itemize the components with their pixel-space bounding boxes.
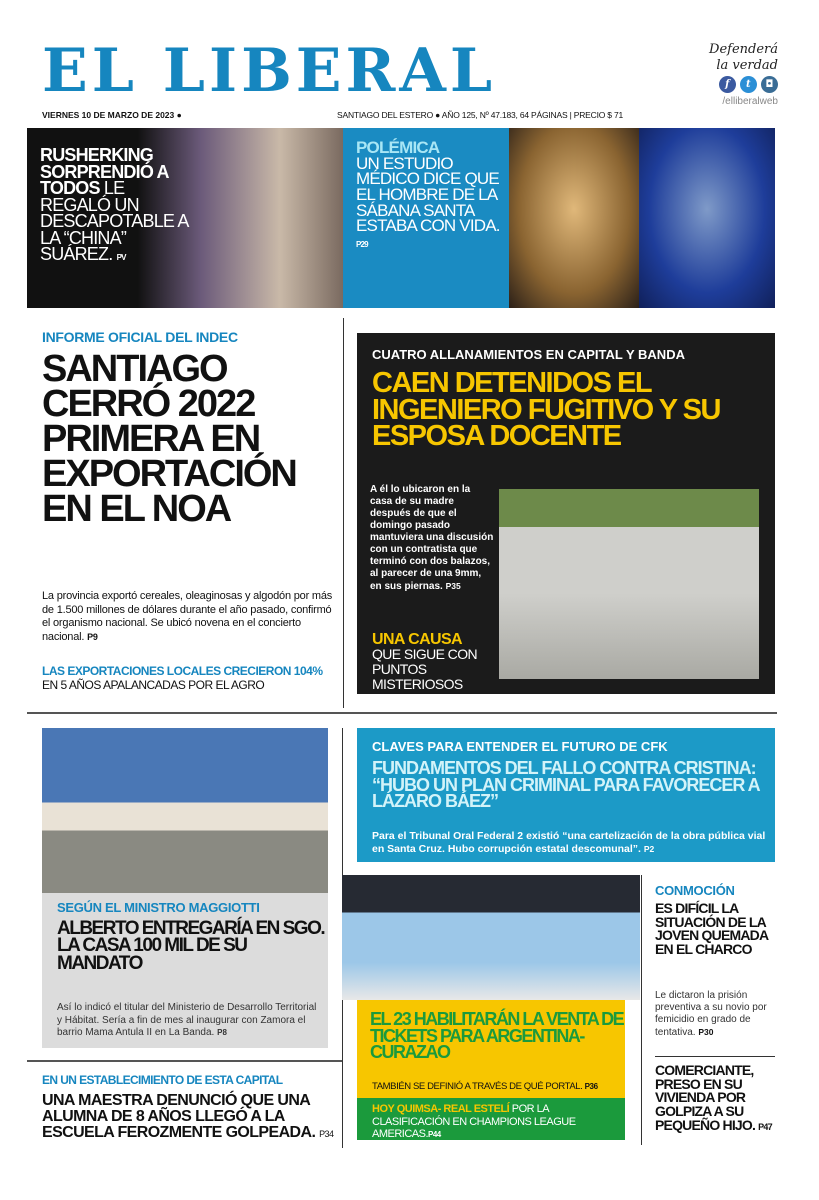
lead-body: La provincia exportó cereales, oleaginosas y algodón por más de 1.500 millones de dólares durante el año pasado, confirmó el organismo nacional. Se ubicó novena en el concierto nacional. P9: [42, 590, 333, 643]
edition-info: SANTIAGO DEL ESTERO ● AÑO 125, Nº 47.183, 64 PÁGINAS | PRECIO $ 71: [337, 110, 624, 120]
divider: [655, 1056, 775, 1057]
crime-headline[interactable]: CAEN DETENIDOS EL INGENIERO FUGITIVO Y SU ESPOSA DOCENTE: [372, 367, 720, 453]
tickets-headline[interactable]: EL 23 HABILITARÁN LA VENTA DE TICKETS PARA ARGENTINA-CURAZAO: [370, 1009, 624, 1063]
lead-headline[interactable]: SANTIAGO CERRÓ 2022 PRIMERA EN EXPORTACIÓN EN EL NOA: [42, 348, 296, 530]
crime-body: A él lo ubicaron en la casa de su madre después de que el domingo pasado mantuviera una discusión con un contratista que terminó con dos balazos, al parecer de una 9mm, en sus piernas. P35: [370, 484, 494, 592]
cfk-kicker: CLAVES PARA ENTENDER EL FUTURO DE CFK: [372, 739, 668, 754]
comerciante-headline[interactable]: COMERCIANTE, PRESO EN SU VIVIENDA POR GOLPIZA A SU PEQUEÑO HIJO. P47: [655, 1062, 772, 1133]
motto: [700, 42, 778, 93]
maestra-headline[interactable]: UNA MAESTRA DENUNCIÓ QUE UNA ALUMNA DE 8 AÑOS LLEGÓ A LA ESCUELA FEROZMENTE GOLPEADA. P34: [42, 1092, 334, 1141]
motto-line: la verdad: [716, 58, 778, 73]
motto-line: Defenderá: [709, 42, 778, 57]
charco-headline[interactable]: ES DIFÍCIL LA SITUACIÓN DE LA JOVEN QUEMADA EN EL CHARCO: [655, 900, 768, 958]
divider: [27, 712, 777, 714]
charco-kicker: CONMOCIÓN: [655, 883, 735, 898]
divider: [27, 1060, 342, 1062]
housing-kicker: SEGÚN EL MINISTRO MAGGIOTTI: [57, 900, 260, 915]
maestra-kicker: EN UN ESTABLECIMIENTO DE ESTA CAPITAL: [42, 1073, 283, 1087]
jesus-bust-photo: [509, 128, 639, 308]
charco-body: Le dictaron la prisión preventiva a su novio por femicidio en grado de tentativa. P30: [655, 990, 767, 1038]
social-handle[interactable]: /elliberalweb: [722, 96, 778, 107]
crime-subhead: UNA CAUSA QUE SIGUE CON PUNTOS MISTERIOSOS: [372, 631, 477, 692]
housing-body: Así lo indicó el titular del Ministerio de Desarrollo Territorial y Hábitat. Sería a fin de mes al inaugurar con Zamora el barrio Mama Antula II en La Banda. P8: [57, 1002, 317, 1038]
twitter-icon[interactable]: t: [740, 76, 757, 93]
shroud-photo: [639, 128, 775, 308]
rusherking-story[interactable]: RUSHERKING SORPRENDIÓ A TODOS LE REGALÓ UN DESCAPOTABLE A LA “CHINA” SUÁREZ. PV: [40, 145, 188, 265]
logo[interactable]: EL LIBERAL: [42, 36, 497, 106]
cfk-body: Para el Tribunal Oral Federal 2 existió “una cartelización de la obra pública vial en Santa Cruz. Hubo corrupción estatal descomunal”. P2: [372, 830, 766, 855]
housing-headline[interactable]: ALBERTO ENTREGARÍA EN SGO. LA CASA 100 MIL DE SU MANDATO: [57, 918, 325, 974]
arrest-photo: [499, 489, 759, 679]
crime-kicker: CUATRO ALLANAMIENTOS EN CAPITAL Y BANDA: [372, 347, 685, 362]
houses-photo: [42, 728, 328, 893]
facebook-icon[interactable]: f: [719, 76, 736, 93]
sabana-story[interactable]: POLÉMICA UN ESTUDIO MÉDICO DICE QUE EL HOMBRE DE LA SÁBANA SANTA ESTABA CON VIDA. P29: [356, 138, 500, 249]
divider: [641, 875, 642, 1145]
divider: [343, 318, 344, 708]
cfk-headline[interactable]: FUNDAMENTOS DEL FALLO CONTRA CRISTINA: “HUBO UN PLAN CRIMINAL PARA FAVORECER A LÁZARO BÁEZ”: [372, 758, 760, 812]
lead-kicker: INFORME OFICIAL DEL INDEC: [42, 329, 238, 345]
date: VIERNES 10 DE MARZO DE 2023 ●: [42, 110, 182, 120]
lead-subhead: LAS EXPORTACIONES LOCALES CRECIERON 104% EN 5 AÑOS APALANCADAS POR EL AGRO: [42, 664, 323, 692]
argentina-team-photo: [342, 875, 640, 1000]
instagram-icon[interactable]: ◘: [761, 76, 778, 93]
quimsa-story[interactable]: HOY QUIMSA- REAL ESTELÍ POR LA CLASIFICACIÓN EN CHAMPIONS LEAGUE AMERICAS.P44: [372, 1103, 576, 1140]
tickets-body: TAMBIÉN SE DEFINIÓ A TRAVÉS DE QUÉ PORTAL. P36: [372, 1081, 598, 1092]
